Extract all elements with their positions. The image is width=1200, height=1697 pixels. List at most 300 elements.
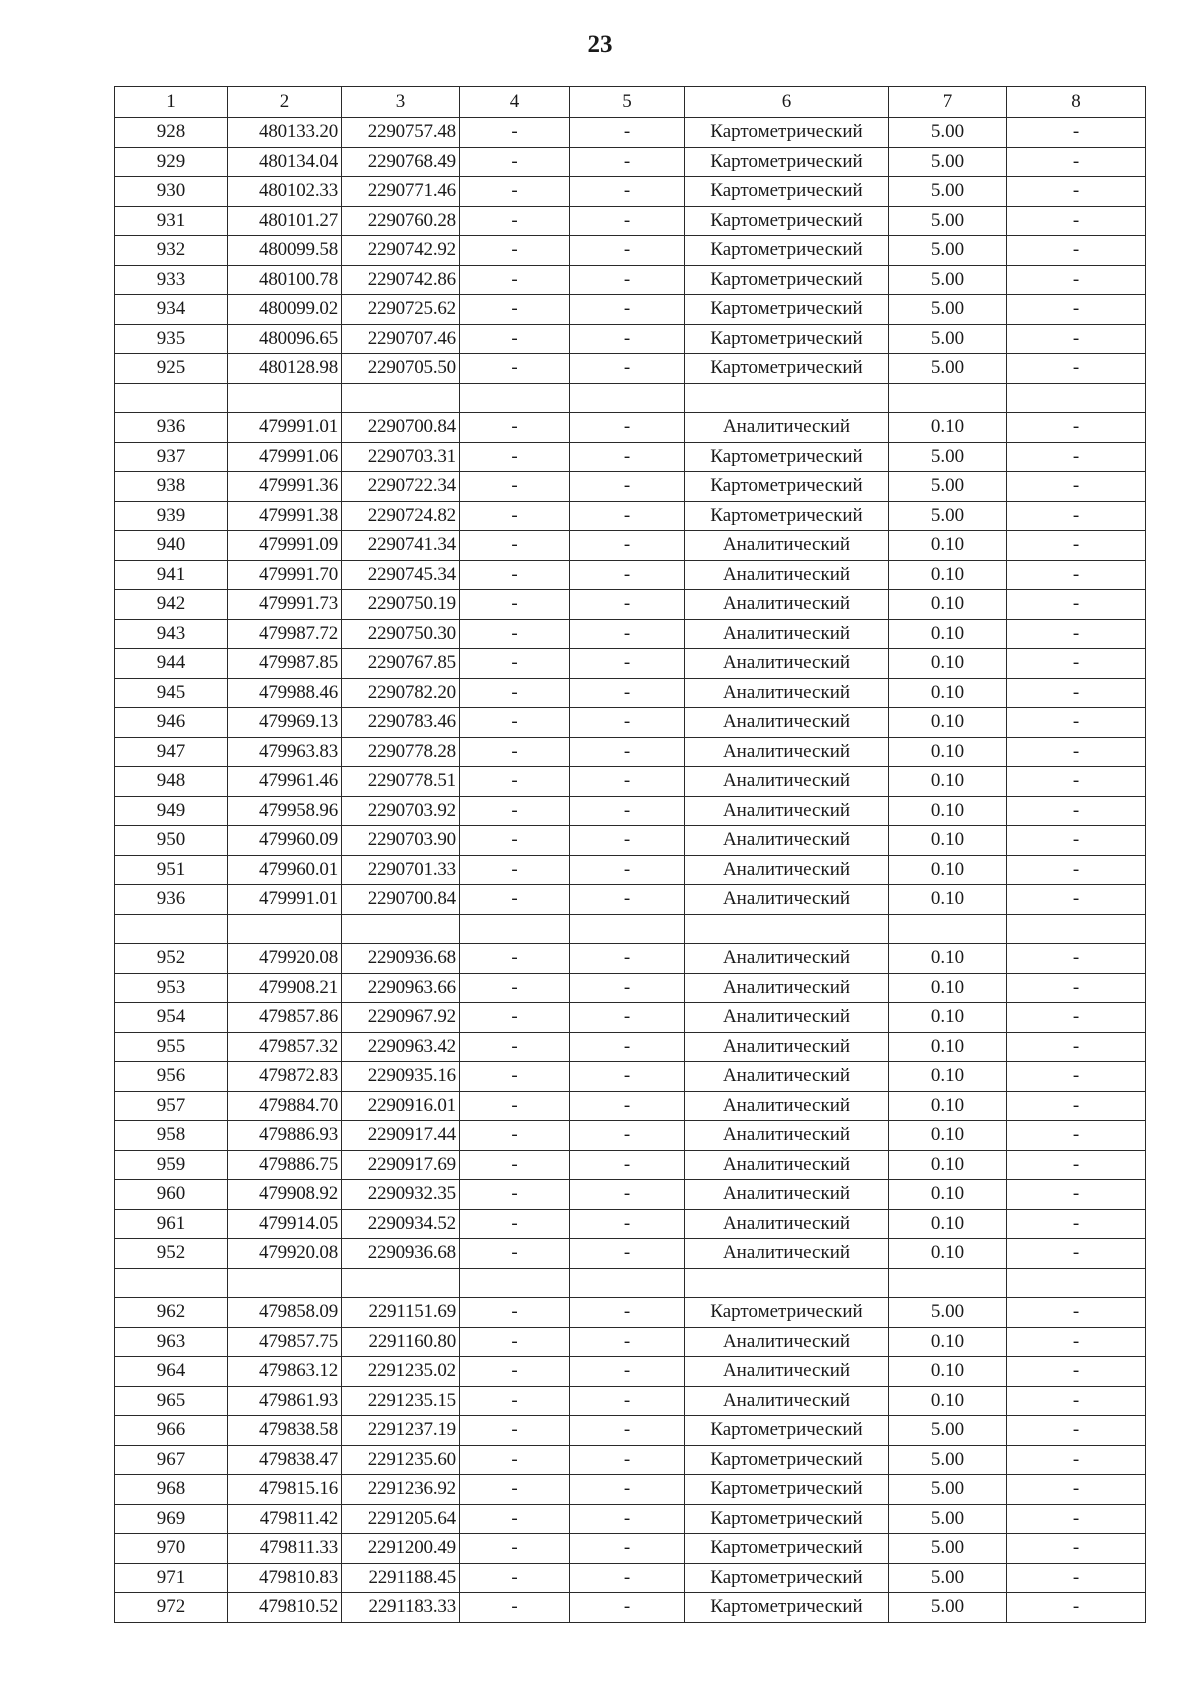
method-cell: Аналитический — [685, 973, 889, 1003]
col-5-cell: - — [570, 678, 685, 708]
y-coordinate-cell: 2291151.69 — [342, 1298, 460, 1328]
y-coordinate-cell: 2291200.49 — [342, 1534, 460, 1564]
y-coordinate-cell: 2290778.51 — [342, 767, 460, 797]
method-cell: Аналитический — [685, 1121, 889, 1151]
col-4-cell: - — [460, 1386, 570, 1416]
point-number-cell: 944 — [115, 649, 228, 679]
y-coordinate-cell: 2290701.33 — [342, 855, 460, 885]
accuracy-cell: 5.00 — [889, 472, 1007, 502]
accuracy-cell: 0.10 — [889, 1062, 1007, 1092]
col-8-cell — [1007, 383, 1146, 413]
point-number-cell: 938 — [115, 472, 228, 502]
table-row — [115, 1121, 1146, 1151]
y-coordinate-cell: 2291235.60 — [342, 1445, 460, 1475]
point-number-cell: 970 — [115, 1534, 228, 1564]
method-cell: Аналитический — [685, 619, 889, 649]
col-5-cell: - — [570, 1504, 685, 1534]
col-8-cell: - — [1007, 324, 1146, 354]
table-separator-row — [115, 914, 1146, 944]
col-5-cell: - — [570, 147, 685, 177]
col-4-cell — [460, 914, 570, 944]
y-coordinate-cell: 2290700.84 — [342, 885, 460, 915]
accuracy-cell: 0.10 — [889, 855, 1007, 885]
y-coordinate-cell: 2291183.33 — [342, 1593, 460, 1623]
x-coordinate-cell: 479811.42 — [228, 1504, 342, 1534]
column-header-6: 6 — [685, 87, 889, 118]
table-row — [115, 1504, 1146, 1534]
table-row — [115, 767, 1146, 797]
point-number-cell: 962 — [115, 1298, 228, 1328]
method-cell: Аналитический — [685, 1357, 889, 1387]
accuracy-cell — [889, 1268, 1007, 1298]
y-coordinate-cell: 2290778.28 — [342, 737, 460, 767]
method-cell: Картометрический — [685, 1475, 889, 1505]
table-row — [115, 560, 1146, 590]
x-coordinate-cell: 479838.58 — [228, 1416, 342, 1446]
x-coordinate-cell: 479815.16 — [228, 1475, 342, 1505]
col-5-cell: - — [570, 590, 685, 620]
col-4-cell: - — [460, 1121, 570, 1151]
y-coordinate-cell: 2290935.16 — [342, 1062, 460, 1092]
col-5-cell: - — [570, 1091, 685, 1121]
col-5-cell: - — [570, 324, 685, 354]
col-8-cell: - — [1007, 413, 1146, 443]
col-5-cell: - — [570, 767, 685, 797]
accuracy-cell: 0.10 — [889, 973, 1007, 1003]
method-cell: Аналитический — [685, 1209, 889, 1239]
x-coordinate-cell: 479987.85 — [228, 649, 342, 679]
method-cell: Аналитический — [685, 1180, 889, 1210]
accuracy-cell: 5.00 — [889, 1504, 1007, 1534]
point-number-cell: 940 — [115, 531, 228, 561]
table-row — [115, 1239, 1146, 1269]
accuracy-cell: 0.10 — [889, 678, 1007, 708]
col-5-cell: - — [570, 531, 685, 561]
method-cell: Аналитический — [685, 767, 889, 797]
x-coordinate-cell — [228, 1268, 342, 1298]
method-cell: Картометрический — [685, 1593, 889, 1623]
col-5-cell: - — [570, 1298, 685, 1328]
point-number-cell: 929 — [115, 147, 228, 177]
table-row — [115, 1062, 1146, 1092]
col-4-cell: - — [460, 649, 570, 679]
col-8-cell: - — [1007, 1475, 1146, 1505]
y-coordinate-cell: 2291235.02 — [342, 1357, 460, 1387]
col-8-cell: - — [1007, 1357, 1146, 1387]
accuracy-cell: 0.10 — [889, 1003, 1007, 1033]
col-5-cell: - — [570, 1386, 685, 1416]
method-cell — [685, 914, 889, 944]
point-number-cell: 961 — [115, 1209, 228, 1239]
table-row — [115, 531, 1146, 561]
table-row — [115, 737, 1146, 767]
table-row — [115, 206, 1146, 236]
x-coordinate-cell: 479991.01 — [228, 413, 342, 443]
accuracy-cell: 5.00 — [889, 236, 1007, 266]
col-5-cell — [570, 914, 685, 944]
table-row — [115, 1180, 1146, 1210]
y-coordinate-cell: 2290703.92 — [342, 796, 460, 826]
col-4-cell: - — [460, 1209, 570, 1239]
point-number-cell: 946 — [115, 708, 228, 738]
point-number-cell: 965 — [115, 1386, 228, 1416]
method-cell: Картометрический — [685, 147, 889, 177]
table-row — [115, 1445, 1146, 1475]
accuracy-cell: 5.00 — [889, 147, 1007, 177]
method-cell: Картометрический — [685, 177, 889, 207]
x-coordinate-cell: 480099.02 — [228, 295, 342, 325]
x-coordinate-cell: 479991.01 — [228, 885, 342, 915]
col-5-cell: - — [570, 1534, 685, 1564]
point-number-cell: 955 — [115, 1032, 228, 1062]
col-5-cell: - — [570, 560, 685, 590]
y-coordinate-cell: 2291235.15 — [342, 1386, 460, 1416]
y-coordinate-cell: 2291205.64 — [342, 1504, 460, 1534]
x-coordinate-cell: 479861.93 — [228, 1386, 342, 1416]
point-number-cell: 967 — [115, 1445, 228, 1475]
point-number-cell: 937 — [115, 442, 228, 472]
col-5-cell: - — [570, 118, 685, 148]
col-8-cell: - — [1007, 206, 1146, 236]
accuracy-cell: 5.00 — [889, 442, 1007, 472]
col-5-cell: - — [570, 442, 685, 472]
col-8-cell: - — [1007, 118, 1146, 148]
col-8-cell: - — [1007, 265, 1146, 295]
point-number-cell: 933 — [115, 265, 228, 295]
col-5-cell: - — [570, 619, 685, 649]
x-coordinate-cell: 479960.09 — [228, 826, 342, 856]
accuracy-cell: 0.10 — [889, 1327, 1007, 1357]
x-coordinate-cell: 479886.75 — [228, 1150, 342, 1180]
col-4-cell: - — [460, 1534, 570, 1564]
x-coordinate-cell: 479857.32 — [228, 1032, 342, 1062]
method-cell: Аналитический — [685, 1062, 889, 1092]
col-8-cell: - — [1007, 796, 1146, 826]
col-4-cell: - — [460, 354, 570, 384]
x-coordinate-cell: 480100.78 — [228, 265, 342, 295]
col-4-cell: - — [460, 413, 570, 443]
point-number-cell: 928 — [115, 118, 228, 148]
col-5-cell: - — [570, 1593, 685, 1623]
table-row — [115, 973, 1146, 1003]
point-number-cell: 939 — [115, 501, 228, 531]
x-coordinate-cell: 479991.36 — [228, 472, 342, 502]
col-8-cell: - — [1007, 855, 1146, 885]
x-coordinate-cell: 479857.75 — [228, 1327, 342, 1357]
x-coordinate-cell: 479920.08 — [228, 944, 342, 974]
col-4-cell: - — [460, 1593, 570, 1623]
x-coordinate-cell: 479857.86 — [228, 1003, 342, 1033]
col-8-cell: - — [1007, 885, 1146, 915]
table-row — [115, 649, 1146, 679]
y-coordinate-cell: 2290932.35 — [342, 1180, 460, 1210]
accuracy-cell: 5.00 — [889, 1298, 1007, 1328]
accuracy-cell: 5.00 — [889, 295, 1007, 325]
table-row — [115, 413, 1146, 443]
col-5-cell: - — [570, 1327, 685, 1357]
column-header-1: 1 — [115, 87, 228, 118]
col-4-cell: - — [460, 265, 570, 295]
col-4-cell: - — [460, 1416, 570, 1446]
accuracy-cell: 5.00 — [889, 206, 1007, 236]
col-4-cell: - — [460, 1180, 570, 1210]
method-cell — [685, 1268, 889, 1298]
point-number-cell: 931 — [115, 206, 228, 236]
accuracy-cell: 0.10 — [889, 590, 1007, 620]
table-row — [115, 1150, 1146, 1180]
table-row — [115, 1357, 1146, 1387]
col-8-cell: - — [1007, 177, 1146, 207]
point-number-cell: 957 — [115, 1091, 228, 1121]
x-coordinate-cell: 479908.92 — [228, 1180, 342, 1210]
point-number-cell: 943 — [115, 619, 228, 649]
x-coordinate-cell: 479863.12 — [228, 1357, 342, 1387]
col-8-cell: - — [1007, 826, 1146, 856]
point-number-cell: 936 — [115, 885, 228, 915]
col-8-cell: - — [1007, 1504, 1146, 1534]
col-5-cell: - — [570, 1121, 685, 1151]
x-coordinate-cell: 479811.33 — [228, 1534, 342, 1564]
col-4-cell: - — [460, 1504, 570, 1534]
col-8-cell: - — [1007, 1563, 1146, 1593]
table-row — [115, 796, 1146, 826]
col-4-cell: - — [460, 472, 570, 502]
col-8-cell: - — [1007, 442, 1146, 472]
col-4-cell: - — [460, 1475, 570, 1505]
x-coordinate-cell: 479963.83 — [228, 737, 342, 767]
x-coordinate-cell: 479961.46 — [228, 767, 342, 797]
column-header-5: 5 — [570, 87, 685, 118]
col-8-cell: - — [1007, 147, 1146, 177]
point-number-cell: 963 — [115, 1327, 228, 1357]
accuracy-cell: 0.10 — [889, 560, 1007, 590]
table-row — [115, 472, 1146, 502]
accuracy-cell: 0.10 — [889, 1180, 1007, 1210]
col-4-cell: - — [460, 855, 570, 885]
y-coordinate-cell — [342, 1268, 460, 1298]
y-coordinate-cell: 2290768.49 — [342, 147, 460, 177]
col-8-cell: - — [1007, 1091, 1146, 1121]
col-4-cell: - — [460, 501, 570, 531]
y-coordinate-cell: 2290917.44 — [342, 1121, 460, 1151]
accuracy-cell: 0.10 — [889, 1357, 1007, 1387]
y-coordinate-cell: 2290963.66 — [342, 973, 460, 1003]
x-coordinate-cell: 479991.70 — [228, 560, 342, 590]
x-coordinate-cell: 479908.21 — [228, 973, 342, 1003]
x-coordinate-cell: 479987.72 — [228, 619, 342, 649]
method-cell — [685, 383, 889, 413]
table-row — [115, 678, 1146, 708]
col-4-cell: - — [460, 767, 570, 797]
table-row — [115, 442, 1146, 472]
accuracy-cell: 5.00 — [889, 324, 1007, 354]
y-coordinate-cell: 2290705.50 — [342, 354, 460, 384]
table-row — [115, 1209, 1146, 1239]
column-header-3: 3 — [342, 87, 460, 118]
col-4-cell: - — [460, 531, 570, 561]
table-row — [115, 1298, 1146, 1328]
table-row — [115, 501, 1146, 531]
accuracy-cell: 0.10 — [889, 944, 1007, 974]
x-coordinate-cell — [228, 383, 342, 413]
point-number-cell: 925 — [115, 354, 228, 384]
accuracy-cell: 5.00 — [889, 265, 1007, 295]
x-coordinate-cell: 479988.46 — [228, 678, 342, 708]
point-number-cell: 971 — [115, 1563, 228, 1593]
table-row — [115, 1091, 1146, 1121]
col-8-cell: - — [1007, 1534, 1146, 1564]
method-cell: Аналитический — [685, 737, 889, 767]
col-8-cell: - — [1007, 531, 1146, 561]
method-cell: Аналитический — [685, 1091, 889, 1121]
point-number-cell: 958 — [115, 1121, 228, 1151]
y-coordinate-cell: 2290700.84 — [342, 413, 460, 443]
method-cell: Аналитический — [685, 590, 889, 620]
table-row — [115, 1475, 1146, 1505]
column-header-8: 8 — [1007, 87, 1146, 118]
col-4-cell: - — [460, 177, 570, 207]
point-number-cell: 959 — [115, 1150, 228, 1180]
col-5-cell: - — [570, 1180, 685, 1210]
method-cell: Аналитический — [685, 531, 889, 561]
point-number-cell: 952 — [115, 1239, 228, 1269]
table-row — [115, 265, 1146, 295]
method-cell: Аналитический — [685, 649, 889, 679]
col-5-cell: - — [570, 236, 685, 266]
col-8-cell: - — [1007, 590, 1146, 620]
col-8-cell — [1007, 914, 1146, 944]
point-number-cell: 966 — [115, 1416, 228, 1446]
y-coordinate-cell: 2290750.30 — [342, 619, 460, 649]
col-8-cell: - — [1007, 767, 1146, 797]
y-coordinate-cell: 2290934.52 — [342, 1209, 460, 1239]
method-cell: Картометрический — [685, 1445, 889, 1475]
coordinates-table — [114, 86, 1146, 1623]
method-cell: Аналитический — [685, 796, 889, 826]
column-header-2: 2 — [228, 87, 342, 118]
col-4-cell: - — [460, 973, 570, 1003]
table-row — [115, 1593, 1146, 1623]
table-row — [115, 1416, 1146, 1446]
point-number-cell: 968 — [115, 1475, 228, 1505]
col-8-cell: - — [1007, 236, 1146, 266]
accuracy-cell: 0.10 — [889, 619, 1007, 649]
point-number-cell: 954 — [115, 1003, 228, 1033]
col-5-cell: - — [570, 501, 685, 531]
point-number-cell: 948 — [115, 767, 228, 797]
col-4-cell: - — [460, 324, 570, 354]
accuracy-cell: 0.10 — [889, 826, 1007, 856]
point-number-cell: 964 — [115, 1357, 228, 1387]
table-header-row — [115, 87, 1146, 118]
table-row — [115, 944, 1146, 974]
accuracy-cell: 5.00 — [889, 1475, 1007, 1505]
col-4-cell: - — [460, 737, 570, 767]
table-row — [115, 295, 1146, 325]
table-row — [115, 708, 1146, 738]
col-5-cell: - — [570, 1475, 685, 1505]
x-coordinate-cell: 480128.98 — [228, 354, 342, 384]
accuracy-cell: 5.00 — [889, 1445, 1007, 1475]
table-row — [115, 1032, 1146, 1062]
col-5-cell: - — [570, 1416, 685, 1446]
method-cell: Аналитический — [685, 560, 889, 590]
x-coordinate-cell: 480134.04 — [228, 147, 342, 177]
accuracy-cell: 0.10 — [889, 1121, 1007, 1151]
x-coordinate-cell: 479991.09 — [228, 531, 342, 561]
col-5-cell: - — [570, 413, 685, 443]
col-5-cell: - — [570, 1003, 685, 1033]
y-coordinate-cell: 2290722.34 — [342, 472, 460, 502]
col-8-cell: - — [1007, 1416, 1146, 1446]
method-cell: Картометрический — [685, 1504, 889, 1534]
col-5-cell: - — [570, 1032, 685, 1062]
accuracy-cell: 0.10 — [889, 1032, 1007, 1062]
y-coordinate-cell: 2290742.86 — [342, 265, 460, 295]
col-8-cell: - — [1007, 1386, 1146, 1416]
x-coordinate-cell: 479958.96 — [228, 796, 342, 826]
y-coordinate-cell: 2290967.92 — [342, 1003, 460, 1033]
col-5-cell: - — [570, 354, 685, 384]
table-row — [115, 354, 1146, 384]
accuracy-cell: 5.00 — [889, 1593, 1007, 1623]
col-4-cell — [460, 1268, 570, 1298]
x-coordinate-cell: 479886.93 — [228, 1121, 342, 1151]
method-cell: Аналитический — [685, 1327, 889, 1357]
x-coordinate-cell: 479991.73 — [228, 590, 342, 620]
point-number-cell: 936 — [115, 413, 228, 443]
col-8-cell: - — [1007, 1239, 1146, 1269]
y-coordinate-cell: 2290707.46 — [342, 324, 460, 354]
method-cell: Аналитический — [685, 678, 889, 708]
col-8-cell: - — [1007, 944, 1146, 974]
point-number-cell: 951 — [115, 855, 228, 885]
col-4-cell: - — [460, 708, 570, 738]
x-coordinate-cell: 480101.27 — [228, 206, 342, 236]
y-coordinate-cell: 2290771.46 — [342, 177, 460, 207]
point-number-cell — [115, 383, 228, 413]
x-coordinate-cell: 479858.09 — [228, 1298, 342, 1328]
x-coordinate-cell: 479991.38 — [228, 501, 342, 531]
col-5-cell: - — [570, 177, 685, 207]
col-4-cell: - — [460, 944, 570, 974]
col-5-cell: - — [570, 1062, 685, 1092]
col-8-cell: - — [1007, 1445, 1146, 1475]
x-coordinate-cell — [228, 914, 342, 944]
y-coordinate-cell: 2290916.01 — [342, 1091, 460, 1121]
accuracy-cell: 5.00 — [889, 501, 1007, 531]
method-cell: Аналитический — [685, 1150, 889, 1180]
col-8-cell: - — [1007, 737, 1146, 767]
accuracy-cell: 0.10 — [889, 1150, 1007, 1180]
point-number-cell — [115, 1268, 228, 1298]
col-8-cell: - — [1007, 354, 1146, 384]
col-4-cell: - — [460, 1327, 570, 1357]
table-row — [115, 324, 1146, 354]
method-cell: Картометрический — [685, 324, 889, 354]
y-coordinate-cell: 2290917.69 — [342, 1150, 460, 1180]
y-coordinate-cell — [342, 383, 460, 413]
col-8-cell: - — [1007, 1593, 1146, 1623]
col-4-cell: - — [460, 1032, 570, 1062]
y-coordinate-cell: 2290745.34 — [342, 560, 460, 590]
accuracy-cell: 0.10 — [889, 1239, 1007, 1269]
method-cell: Аналитический — [685, 885, 889, 915]
x-coordinate-cell: 480133.20 — [228, 118, 342, 148]
y-coordinate-cell: 2290767.85 — [342, 649, 460, 679]
col-5-cell: - — [570, 1563, 685, 1593]
y-coordinate-cell — [342, 914, 460, 944]
